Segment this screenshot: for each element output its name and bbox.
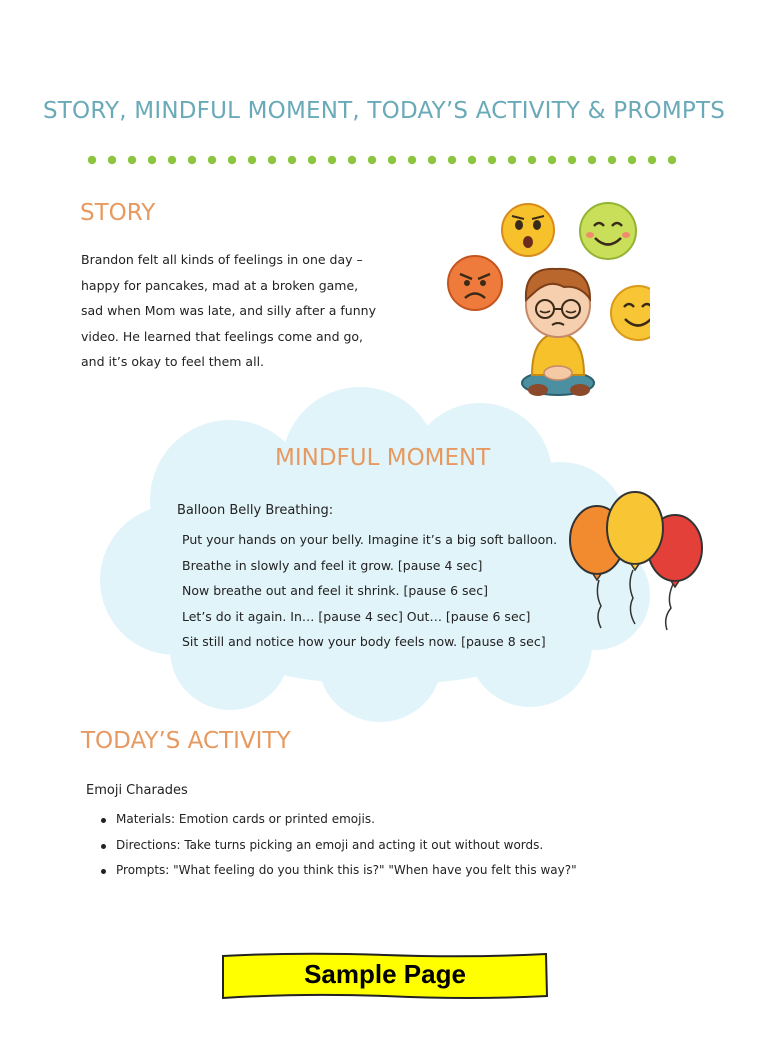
boy-with-emojis-illustration (440, 195, 650, 405)
divider-dot (128, 156, 136, 164)
divider-dot (88, 156, 96, 164)
instruction-line: Put your hands on your belly. Imagine it’s a big soft balloon. (182, 532, 558, 547)
divider-dot (348, 156, 356, 164)
dotted-divider (82, 154, 682, 166)
story-text (81, 247, 411, 375)
instruction-line: Now breathe out and feel it shrink. [pause 6 sec] (182, 583, 488, 598)
sample-page-label: Sample Page (304, 959, 466, 989)
divider-dot (568, 156, 576, 164)
divider-dot (628, 156, 636, 164)
todays-activity-heading: TODAY’S ACTIVITY (81, 728, 291, 754)
story-line: sad when Mom was late, and silly after a funny (81, 303, 376, 318)
divider-dot (308, 156, 316, 164)
activity-title: Emoji Charades (86, 783, 188, 798)
divider-dot (448, 156, 456, 164)
divider-dot (648, 156, 656, 164)
divider-dot (228, 156, 236, 164)
list-item: Materials: Emotion cards or printed emojis. (96, 807, 656, 833)
divider-dot (288, 156, 296, 164)
worried-emoji-icon (502, 204, 554, 256)
happy-emoji-icon (611, 286, 650, 340)
mindful-moment-instructions (182, 527, 562, 655)
divider-dot (428, 156, 436, 164)
activity-list (96, 807, 656, 884)
sitting-boy-icon (522, 269, 594, 396)
story-heading: STORY (80, 200, 156, 226)
divider-dot (388, 156, 396, 164)
divider-dot (608, 156, 616, 164)
divider-dot (508, 156, 516, 164)
instruction-line: Let’s do it again. In… [pause 4 sec] Out… [pause 6 sec] (182, 608, 531, 624)
story-line: happy for pancakes, mad at a broken game, (81, 277, 359, 293)
instruction-line: Breathe in slowly and feel it grow. [pause 4 sec] (182, 557, 483, 573)
divider-dot (328, 156, 336, 164)
smiling-emoji-icon (580, 203, 636, 259)
story-line: and it’s okay to feel them all. (81, 354, 265, 369)
story-line: video. He learned that feelings come and go, (81, 328, 364, 344)
divider-dot (588, 156, 596, 164)
balloons-illustration (565, 488, 710, 638)
divider-dot (488, 156, 496, 164)
divider-dot (208, 156, 216, 164)
angry-emoji-icon (448, 256, 502, 310)
instruction-line: Sit still and notice how your body feels now. [pause 8 sec] (182, 634, 546, 649)
divider-dot (368, 156, 376, 164)
divider-dot (548, 156, 556, 164)
divider-dot (188, 156, 196, 164)
page-title: STORY, MINDFUL MOMENT, TODAY’S ACTIVITY & PROMPTS (42, 98, 726, 124)
divider-dot (108, 156, 116, 164)
divider-dot (148, 156, 156, 164)
divider-dot (168, 156, 176, 164)
story-line: Brandon felt all kinds of feelings in one day – (81, 252, 363, 267)
mindful-moment-heading: MINDFUL MOMENT (275, 445, 491, 471)
divider-dot (268, 156, 276, 164)
divider-dot (468, 156, 476, 164)
mindful-moment-title: Balloon Belly Breathing: (177, 503, 334, 518)
divider-dot (408, 156, 416, 164)
divider-dot (528, 156, 536, 164)
divider-dot (668, 156, 676, 164)
divider-dot (248, 156, 256, 164)
list-item: Prompts: "What feeling do you think this is?" "When have you felt this way?" (96, 858, 656, 884)
list-item: Directions: Take turns picking an emoji and acting it out without words. (96, 833, 656, 859)
